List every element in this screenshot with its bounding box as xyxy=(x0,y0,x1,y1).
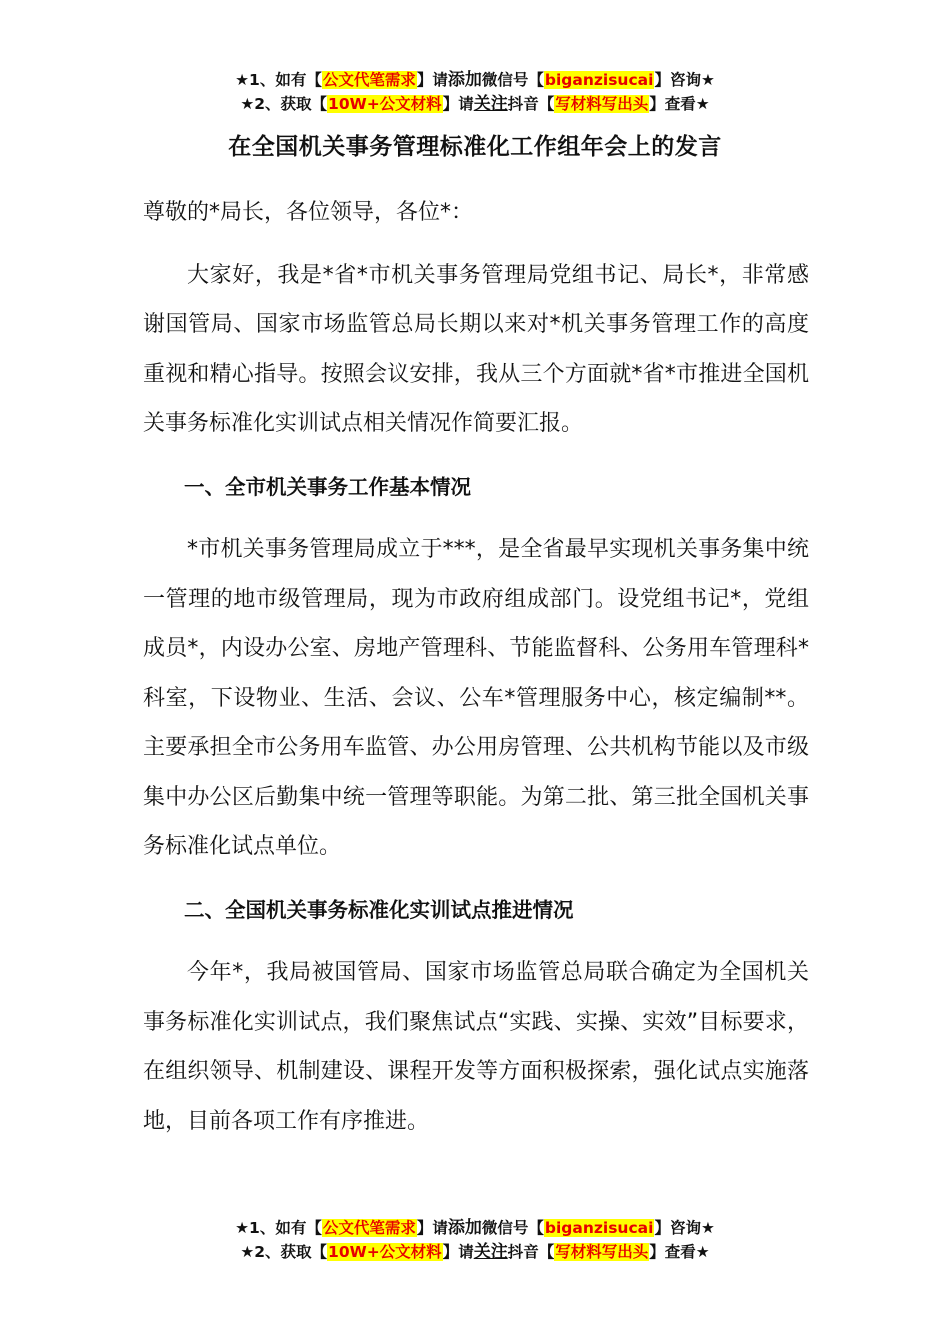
banner-text: 抖音【 xyxy=(507,95,555,113)
banner-text: 】请 xyxy=(416,71,448,89)
section-1-paragraph: *市机关事务管理局成立于***，是全省最早实现机关事务集中统一管理的地市级管理局，现为市政府组成部门。设党组书记*，党组成员*，内设办公室、房地产管理科、节能监督科、公务用车管理科*科室，下设物业、生活、会议、公车*管理服务中心，核定编制**。主要承担全市公务用车监管、办公用房管理、公共机构节能以及市级集中办公区后勤集中统一管理等职能。为第二批、第三批全国机关事务标准化试点单位。 xyxy=(143,537,809,859)
banner-line-1 xyxy=(0,1216,950,1240)
banner-text: ★2、获取【 xyxy=(240,95,328,113)
banner-text: 抖音【 xyxy=(507,1243,555,1261)
section-2-paragraph: 今年*，我局被国管局、国家市场监管总局联合确定为全国机关事务标准化实训试点，我们聚焦试点“实践、实操、实效”目标要求，在组织领导、机制建设、课程开发等方面积极探索，强化试点实施落地，目前各项工作有序推进。 xyxy=(143,960,809,1134)
banner-text: 】请 xyxy=(442,95,474,113)
banner-text: 微信号【 xyxy=(481,1219,544,1237)
highlight-materials: 10W+公文材料 xyxy=(328,1243,442,1261)
banner-emphasis: 关注 xyxy=(473,94,508,114)
banner-text: 】咨询★ xyxy=(654,1219,715,1237)
banner-text: ★1、如有【 xyxy=(235,71,322,89)
document-body xyxy=(143,188,809,1146)
banner-text: ★1、如有【 xyxy=(235,1219,322,1237)
banner-text: ★2、获取【 xyxy=(240,1243,328,1261)
bottom-ad-banner xyxy=(0,1216,950,1264)
banner-line-2 xyxy=(0,92,950,116)
top-ad-banner xyxy=(0,68,950,116)
banner-emphasis: 关注 xyxy=(473,1242,508,1262)
highlight-douyin-account: 写材料写出头 xyxy=(555,1243,649,1261)
banner-text: 】咨询★ xyxy=(654,71,715,89)
highlight-service: 公文代笔需求 xyxy=(322,71,416,89)
banner-text: 】查看★ xyxy=(649,1243,710,1261)
intro-paragraph: 大家好，我是*省*市机关事务管理局党组书记、局长*，非常感谢国管局、国家市场监管总局长期以来对*机关事务管理工作的高度重视和精心指导。按照会议安排，我从三个方面就*省*市推进全国机关事务标准化实训试点相关情况作简要汇报。 xyxy=(143,262,809,436)
salutation: 尊敬的*局长，各位领导，各位*： xyxy=(143,200,474,225)
banner-emphasis: 添加 xyxy=(447,70,482,90)
banner-text: 】请 xyxy=(416,1219,448,1237)
banner-text: 】请 xyxy=(442,1243,474,1261)
highlight-douyin-account: 写材料写出头 xyxy=(555,95,649,113)
highlight-materials: 10W+公文材料 xyxy=(328,95,442,113)
section-1-heading: 一、全市机关事务工作基本情况 xyxy=(184,474,471,499)
banner-text: 】查看★ xyxy=(649,95,710,113)
banner-text: 微信号【 xyxy=(481,71,544,89)
banner-line-2 xyxy=(0,1240,950,1264)
banner-line-1 xyxy=(0,68,950,92)
section-2-heading: 二、全国机关事务标准化实训试点推进情况 xyxy=(184,897,574,922)
highlight-service: 公文代笔需求 xyxy=(322,1219,416,1237)
highlight-wechat-id: biganzisucai xyxy=(544,1219,654,1237)
banner-emphasis: 添加 xyxy=(447,1218,482,1238)
highlight-wechat-id: biganzisucai xyxy=(544,71,654,89)
document-title: 在全国机关事务管理标准化工作组年会上的发言 xyxy=(228,134,722,160)
